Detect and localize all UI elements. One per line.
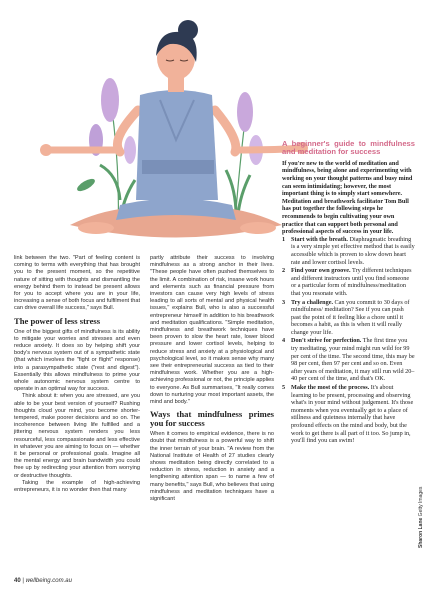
list-item: 2 Find your own groove. Try different techniques and different instructors until you find someone or a particular form of mindfulness/meditation that you resonate with. [282, 267, 412, 297]
list-item: 3 Try a challenge. Can you commit to 30 days of mindfulness/ meditation? See if you can push past the point of it feeling like a chore until it becomes a habit, as this is when it will really change your life. [282, 298, 410, 336]
list-item: 1 Start with the breath. Diaphragmatic breathing is a very simple yet effective method that is easily accessible which is proven to slow down heart rate and lower cortisol levels. [282, 235, 415, 266]
tips-list [282, 236, 415, 445]
body-paragraph: When it comes to empirical evidence, there is no doubt that mindfulness is a powerful way to shift the inner terrain of your brain. "A review from the National Institute of Health of 27 studies clearly shows meditation being directly correlated to a reduction in stress, reduction in anxiety and a lengthening attention span — to name a few of many benefits," says Bull, who believes that using mindfulness and meditation techniques have a significant [150, 431, 274, 503]
page-number: 40 [14, 578, 21, 584]
page-footer: 40 | wellbeing.com.au [14, 578, 72, 584]
sidebar-box [282, 140, 415, 446]
list-item: 5 Make the most of the process. It's about learning to be present, processing and observing what's in your mind without judgement. It's those moments when you eventually get to a place of stillness and quietness internally that have profound effects on the mind and body, but the work to get there is all part of it too. So jump in, you'll find you can swim! [282, 384, 414, 445]
body-paragraph: Taking the example of high-achieving entrepreneurs, it is no wonder then that many [14, 479, 140, 494]
body-paragraph: link between the two. "Part of feeling content is coming to terms with everything that has brought you to the present moment, so the repetitive nature of sitting with thoughts and dismantling the energy behind them to instead be present allows for you to accept where you are in your life, increasing a sense of both focus and fulfilment that can drive overall life success," says Bull. [14, 255, 140, 312]
article-column-2 [150, 255, 274, 503]
meditating-woman [40, 20, 308, 238]
body-paragraph: partly attribute their success to involving mindfulness as a strong anchor in their lives. "These people have often pushed themselves to the limit. A combination of risk, insane work hours and elements such as financial pressure from investors can cause very high levels of stress leading to all sorts of mental and physical health issues," explains Bull, who is also a successful entrepreneur himself in addition to his breathwork and meditation qualifications. "Simple meditation, mindfulness and breathwork techniques have been proven to slow the heart rate, lower blood pressure and lower cortisol levels, helping to reduce stress and anxiety at a physiological and psychological level, so it makes sense why many see their entrepreneurial success as tied to their mindfulness work. Whether you are a high-achieving professional or not, the principle applies to everyone. As Bull summarises, "It really comes down to nurturing your most important assets, the mind and body." [150, 255, 274, 406]
sidebar-intro: If you're new to the world of meditation and mindfulness, being alone and experimenting with working on your thought patterns and busy mind can seem intimidating; however, the most important thing is to simply start somewhere. Meditation and breathwork facilitator Tom Bull has put together the following steps he recommends to begin cultivating your own practice that can support both personal and professional aspects of success in your life. [282, 159, 413, 236]
article-column-1 [14, 255, 140, 494]
body-paragraph: Think about it: when you are stressed, are you able to be your best version of yourself? Rushing thoughts cloud your mind, you become shorter-tempered, make poorer decisions and so on. The incoherence between living life fulfilled and a jittering nervous system renders you less resourceful, less compassionate and less effective in whatever you are aiming to focus on — whether it be personal or professional goals. Imagine all the mental energy and brain bandwidth you could free up by redirecting your attention from worrying or destructive thoughts. [14, 393, 140, 479]
photo-credit: Sharon Lane Getty Images [418, 486, 424, 548]
section-heading: Ways that mindfulness primes you for success [150, 409, 274, 429]
body-paragraph: One of the biggest gifts of mindfulness is its ability to mitigate your worries and stresses and even reduce anxiety. It does so by helping shift your body's nervous system out of a sympathetic state (that which involves the "fight or flight" response) into a parasympathetic state ("rest and digest"). Essentially this allows mindfulness to prime your whole autonomic nervous system centre to operate in an optimal way for success. [14, 328, 140, 393]
list-item: 4 Don't strive for perfection. The first time you try meditating, your mind might run wild for 99 per cent of the time. The second time, this may be 98 per cent, then 97 per cent and so on. Even after years of meditation, it may still run wild 20–40 per cent of the time, and that's OK. [282, 337, 415, 383]
section-heading: The power of less stress [14, 315, 101, 326]
website-link[interactable]: wellbeing.com.au [25, 578, 72, 584]
sidebar-title: A beginner's guide to mindfulness and meditation for success [282, 139, 415, 157]
